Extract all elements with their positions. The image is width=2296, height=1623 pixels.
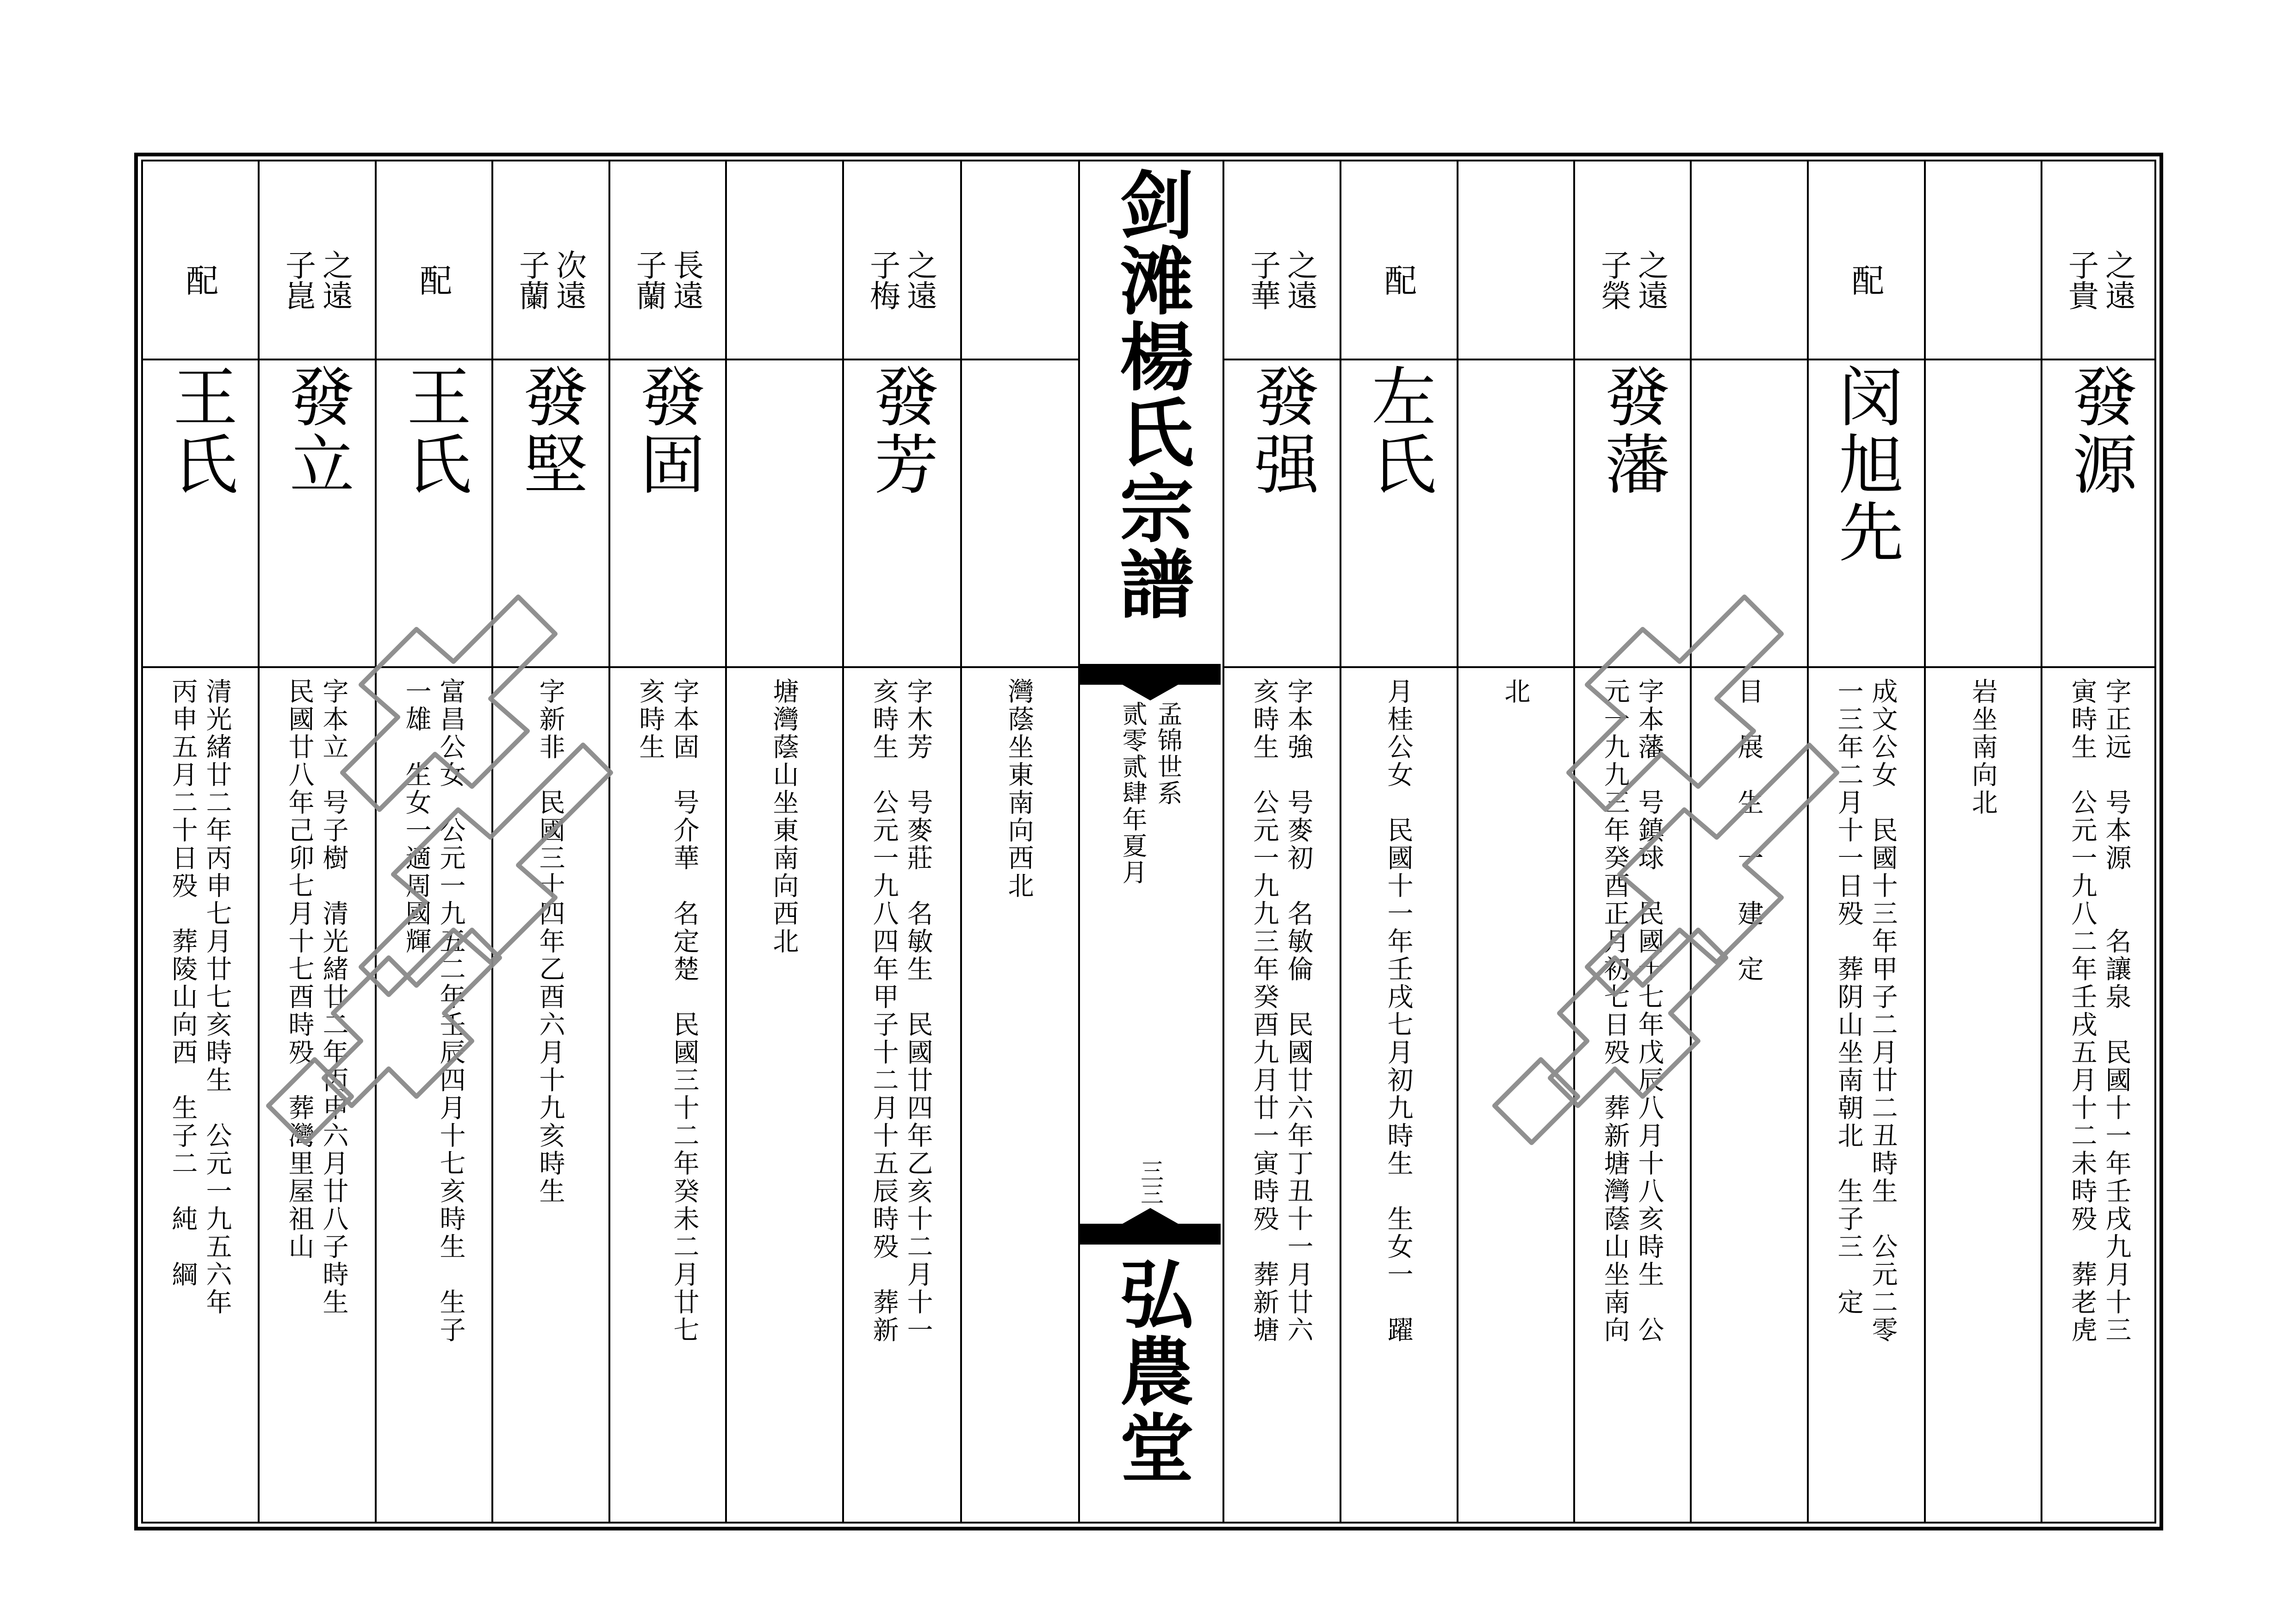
entry-column [2041, 160, 2158, 1524]
lineage-label: 孟锦世系 [1154, 701, 1183, 806]
entry-column [608, 160, 726, 1524]
spine-notch-bottom [1123, 1208, 1178, 1224]
relation-line: 配 [180, 264, 219, 296]
biography [1573, 678, 1690, 1520]
hall-name-text: 弘農堂 [1107, 1256, 1194, 1487]
bio-line: 字本強 号麥初 名敏倫 民國廿六年丁丑十一月廿六 [1283, 678, 1314, 1344]
biography [1457, 678, 1574, 1520]
bio-line: 清光緒廿二年丙申七月廿七亥時生 公元一九五六年 [202, 678, 232, 1316]
relation-line: 之遠 [901, 249, 937, 310]
relation-line: 之遠 [1632, 249, 1669, 310]
genealogy-title [1078, 167, 1222, 622]
relation-line: 子華 [1245, 249, 1281, 310]
relation-label [1573, 215, 1690, 345]
relation-label [141, 215, 258, 345]
entry-column [960, 160, 1077, 1524]
person-name-text: 發强 [1243, 363, 1319, 498]
entry-column [1457, 160, 1574, 1524]
biography [258, 678, 375, 1520]
relation-line: 子蘭 [631, 249, 667, 310]
biography [2041, 678, 2158, 1520]
relation-label [2041, 215, 2158, 345]
relation-label [608, 215, 726, 345]
relation-line: 之遠 [317, 249, 353, 310]
bio-line: 亥時生 [635, 678, 665, 761]
entry-column [1222, 160, 1340, 1524]
relation-label [491, 215, 608, 345]
bio-line: 字本立 号子樹 清光緒廿二年丙申六月廿八子時生 [318, 678, 349, 1316]
page-number-text: 三三 [1137, 1159, 1164, 1205]
relation-line: 次遠 [551, 249, 587, 310]
biography [1690, 678, 1807, 1520]
biography [960, 678, 1077, 1520]
relation-label [258, 215, 375, 345]
bio-line: 亥時生 公元一九八四年甲子十二月十五辰時殁 葬新 [869, 678, 899, 1344]
relation-line: 子貴 [2063, 249, 2099, 310]
compile-date: 贰零贰肆年夏月 [1118, 701, 1148, 886]
person-name-text: 發源 [2061, 363, 2137, 498]
bio-line: 灣蔭坐東南向西北 [1004, 678, 1034, 900]
person-name-text: 發堅 [512, 363, 588, 498]
bio-line: 北 [1500, 678, 1531, 706]
person-name-text: 王氏 [396, 363, 472, 498]
bio-line: 亥時生 公元一九九三年癸酉九月廿一寅時殁 葬新塘 [1249, 678, 1279, 1344]
biography [141, 678, 258, 1520]
biography [725, 678, 842, 1520]
person-name-text: 闵旭先 [1828, 363, 1904, 566]
bio-line: 目 展 生 一 建 定 [1733, 678, 1764, 983]
bio-line: 字本藩 号鎮球 民國十七年戊辰八月十八亥時生 公 [1634, 678, 1664, 1344]
entry-column [491, 160, 608, 1524]
relation-line: 子蘭 [514, 249, 550, 310]
person-name-text: 發芳 [863, 363, 939, 498]
entry-column [1340, 160, 1457, 1524]
bio-line: 一雄 生女一適周國輝 [401, 678, 432, 955]
relation-line: 配 [1846, 264, 1885, 296]
person-name-text: 左氏 [1360, 363, 1436, 498]
entry-column [1690, 160, 1807, 1524]
biography [1807, 678, 1924, 1520]
relation-line: 之遠 [1282, 249, 1318, 310]
bio-line: 寅時生 公元一九八二年壬戌五月十二未時殁 葬老虎 [2067, 678, 2097, 1344]
biography [1924, 678, 2041, 1520]
bio-line: 塘灣蔭山坐東南向西北 [769, 678, 799, 955]
entry-column [1807, 160, 1924, 1524]
biography [1340, 678, 1457, 1520]
entry-column [375, 160, 492, 1524]
spine-caption [1078, 701, 1222, 1210]
bio-line: 字新非 民國三十四年乙酉六月十九亥時生 [535, 678, 565, 1205]
entry-column [725, 160, 842, 1524]
relation-label [1222, 215, 1340, 345]
relation-line: 配 [414, 264, 453, 296]
relation-line: 之遠 [2100, 249, 2136, 310]
entry-column [842, 160, 959, 1524]
spine-band-top [1080, 664, 1221, 685]
spine-band-bottom [1080, 1224, 1221, 1245]
biography [491, 678, 608, 1520]
bio-line: 字正远 号本源 名讓泉 民國十一年壬戌九月十三 [2101, 678, 2132, 1344]
person-name-text: 發立 [279, 363, 354, 498]
relation-line: 子梅 [864, 249, 900, 310]
bio-line: 字本固 号介華 名定楚 民國三十二年癸未二月廿七 [669, 678, 700, 1344]
relation-line: 長遠 [668, 249, 704, 310]
bio-line: 岩坐南向北 [1967, 678, 1998, 817]
biography [1222, 678, 1340, 1520]
spine-notch-top [1123, 685, 1178, 700]
entry-column [141, 160, 258, 1524]
bio-line: 字木芳 号麥莊 名敏生 民國廿四年乙亥十二月十一 [903, 678, 933, 1344]
bio-line: 成文公女 民國十三年甲子二月廿二丑時生 公元二零 [1868, 678, 1898, 1344]
bio-line: 月桂公女 民國十一年壬戌七月初九時生 生女一 躍 [1383, 678, 1414, 1344]
person-name-text: 發藩 [1594, 363, 1670, 498]
biography [375, 678, 492, 1520]
page-number [1078, 1159, 1222, 1205]
bio-line: 丙申五月二十日殁 葬陵山向西 生子二 純 綱 [168, 678, 198, 1288]
entry-column [1924, 160, 2041, 1524]
entry-column [1573, 160, 1690, 1524]
genealogy-title-text: 剑滩楊氏宗譜 [1107, 167, 1194, 622]
bio-line: 民國廿八年己卯七月十七酉時殁 葬灣里屋祖山 [284, 678, 315, 1261]
bio-line: 元一九九三年癸酉正月初七日殁 葬新塘灣蔭山坐南向 [1600, 678, 1630, 1344]
relation-label [1340, 215, 1457, 345]
bio-line: 富昌公女 公元一九五二年壬辰四月十七亥時生 生子 [435, 678, 466, 1344]
relation-line: 配 [1379, 264, 1417, 296]
biography [608, 678, 726, 1520]
relation-label [842, 215, 959, 345]
relation-label [1807, 215, 1924, 345]
bio-line: 一三年二月十一日殁 葬阴山坐南朝北 生子三 定 [1833, 678, 1864, 1316]
relation-line: 子榮 [1595, 249, 1632, 310]
biography [842, 678, 959, 1520]
person-name-text: 王氏 [162, 363, 238, 498]
entry-column [258, 160, 375, 1524]
relation-line: 子崑 [280, 249, 316, 310]
hall-name [1078, 1256, 1222, 1487]
person-name-text: 發固 [629, 363, 705, 498]
center-spine [1078, 160, 1222, 1524]
relation-label [375, 215, 492, 345]
